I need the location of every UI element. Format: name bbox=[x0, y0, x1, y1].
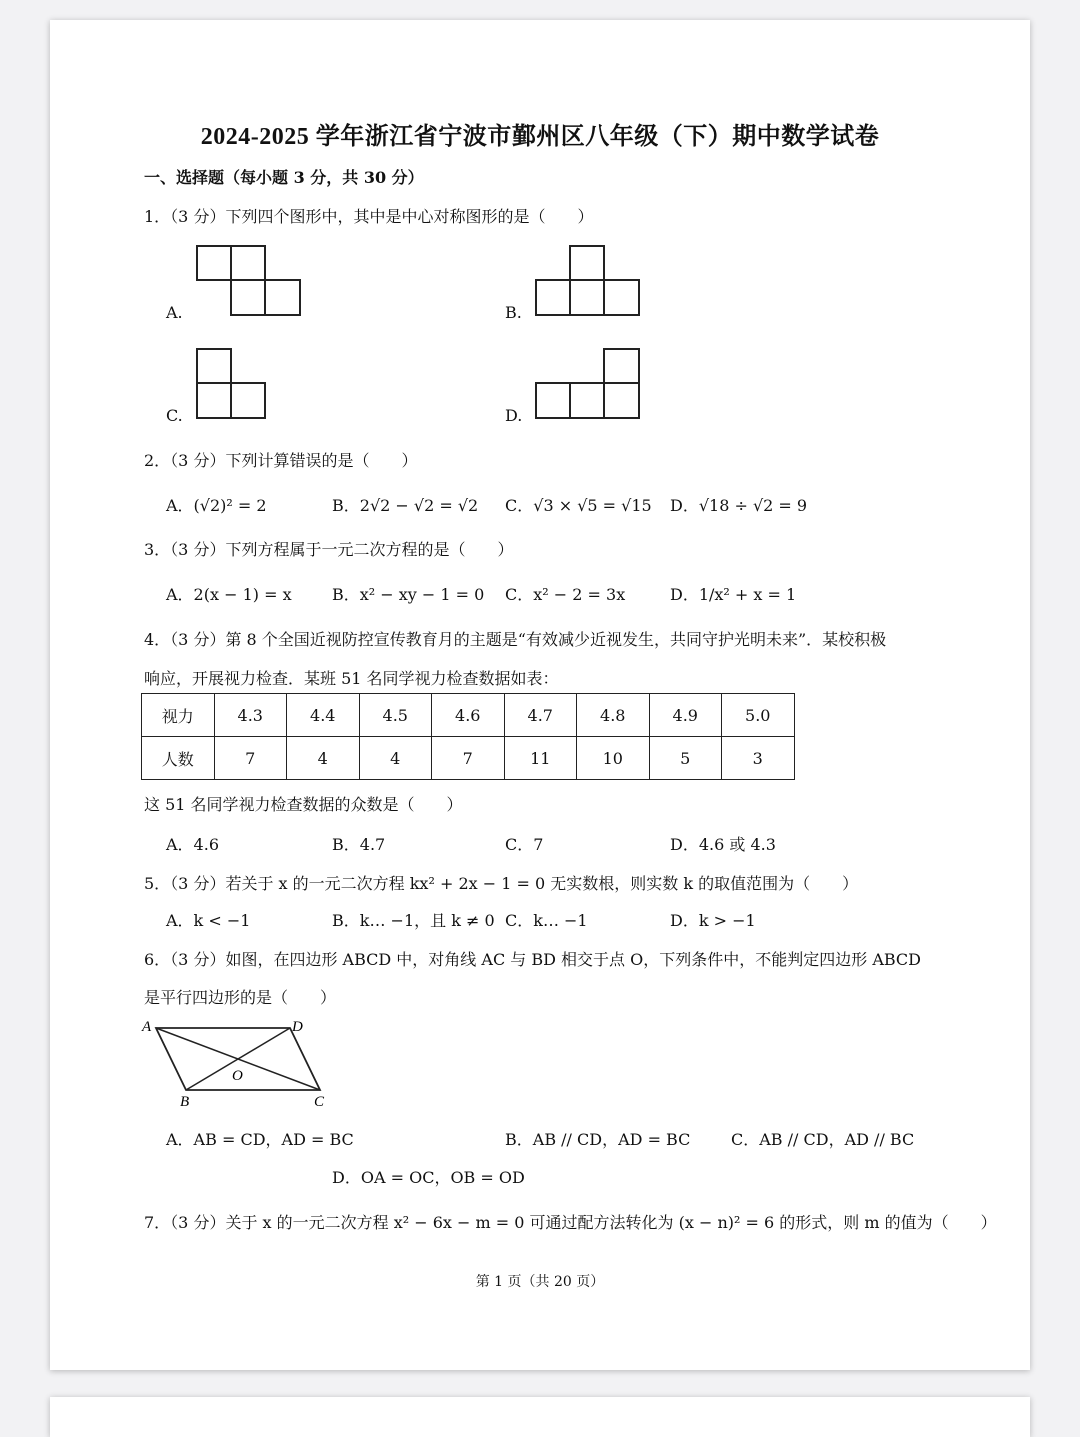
q6-option-c: C．AB // CD，AD // BC bbox=[731, 1130, 915, 1149]
vertex-label-b: B bbox=[180, 1094, 190, 1110]
page-footer: 第 1 页（共 20 页） bbox=[475, 1274, 605, 1290]
q1-option-a-label: A. bbox=[166, 303, 183, 322]
table-cell: 11 bbox=[504, 737, 577, 780]
vertex-label-a: A bbox=[142, 1019, 152, 1035]
table-cell: 7 bbox=[214, 737, 287, 780]
question-2-stem: 2．（3 分）下列计算错误的是（ ） bbox=[144, 451, 418, 470]
question-7-stem: 7．（3 分）关于 x 的一元二次方程 x² − 6x − m = 0 可通过配方法转化为 (x − n)² = 6 的形式，则 m 的值为（ ） bbox=[144, 1213, 997, 1232]
table-cell: 3 bbox=[722, 737, 795, 780]
table-cell: 4.3 bbox=[214, 694, 287, 737]
q6-option-a: A．AB = CD，AD = BC bbox=[166, 1130, 354, 1149]
q1-option-a-figure bbox=[196, 245, 302, 317]
vision-data-table bbox=[141, 693, 795, 780]
q1-option-b-figure bbox=[535, 245, 641, 317]
table-cell: 4.9 bbox=[649, 694, 722, 737]
q5-option-a: A．k < −1 bbox=[166, 911, 251, 930]
q1-option-d-label: D. bbox=[505, 406, 523, 425]
table-cell: 4.4 bbox=[287, 694, 360, 737]
q1-option-b-label: B. bbox=[505, 303, 522, 322]
q4-option-c: C．7 bbox=[505, 835, 544, 854]
table-cell: 4 bbox=[359, 737, 432, 780]
question-4-stem-line2: 响应，开展视力检查．某班 51 名同学视力检查数据如表： bbox=[144, 669, 559, 688]
table-row bbox=[142, 737, 795, 780]
q3-option-c: C．x² − 2 = 3x bbox=[505, 585, 626, 604]
next-page-edge bbox=[50, 1397, 1030, 1437]
q6-option-b: B．AB // CD，AD = BC bbox=[505, 1130, 691, 1149]
table-header-cell: 视力 bbox=[142, 694, 215, 737]
section-heading: 一、选择题（每小题 3 分，共 30 分） bbox=[144, 168, 424, 187]
q1-option-d-figure bbox=[535, 348, 641, 420]
q2-option-b: B．2√2 − √2 = √2 bbox=[332, 496, 479, 515]
q3-option-b: B．x² − xy − 1 = 0 bbox=[332, 585, 485, 604]
question-4-prompt: 这 51 名同学视力检查数据的众数是（ ） bbox=[144, 795, 463, 814]
table-cell: 4.6 bbox=[432, 694, 505, 737]
question-1-stem: 1．（3 分）下列四个图形中，其中是中心对称图形的是（ ） bbox=[144, 207, 594, 226]
table-cell: 4.7 bbox=[504, 694, 577, 737]
table-cell: 5.0 bbox=[722, 694, 795, 737]
table-row bbox=[142, 694, 795, 737]
q5-option-d: D．k > −1 bbox=[670, 911, 756, 930]
question-4-stem-line1: 4．（3 分）第 8 个全国近视防控宣传教育月的主题是“有效减少近视发生，共同守护光明未来”．某校积极 bbox=[144, 630, 887, 649]
question-6-stem-line2: 是平行四边形的是（ ） bbox=[144, 988, 337, 1007]
parallelogram-figure bbox=[140, 1018, 340, 1114]
q1-option-c-label: C. bbox=[166, 406, 183, 425]
question-6-stem-line1: 6．（3 分）如图，在四边形 ABCD 中，对角线 AC 与 BD 相交于点 O，下列条件中，不能判定四边形 ABCD bbox=[144, 950, 921, 969]
vertex-label-c: C bbox=[314, 1094, 325, 1110]
vertex-label-d: D bbox=[292, 1019, 303, 1035]
question-5-stem: 5．（3 分）若关于 x 的一元二次方程 kx² + 2x − 1 = 0 无实数根，则实数 k 的取值范围为（ ） bbox=[144, 874, 859, 893]
q4-option-a: A．4.6 bbox=[166, 835, 220, 854]
q2-option-d: D．√18 ÷ √2 = 9 bbox=[670, 496, 808, 515]
q3-option-a: A．2(x − 1) = x bbox=[166, 585, 292, 604]
q3-option-d: D．1/x² + x = 1 bbox=[670, 585, 797, 604]
intersection-label-o: O bbox=[232, 1068, 243, 1084]
table-cell: 4.5 bbox=[359, 694, 432, 737]
q4-option-d: D．4.6 或 4.3 bbox=[670, 835, 776, 854]
table-cell: 10 bbox=[577, 737, 650, 780]
q4-option-b: B．4.7 bbox=[332, 835, 386, 854]
exam-page bbox=[50, 20, 1030, 1370]
q2-option-c: C．√3 × √5 = √15 bbox=[505, 496, 652, 515]
q6-option-d: D．OA = OC，OB = OD bbox=[332, 1168, 525, 1187]
table-cell: 5 bbox=[649, 737, 722, 780]
table-cell: 7 bbox=[432, 737, 505, 780]
q1-option-c-figure bbox=[196, 348, 268, 420]
table-header-cell: 人数 bbox=[142, 737, 215, 780]
question-3-stem: 3．（3 分）下列方程属于一元二次方程的是（ ） bbox=[144, 540, 514, 559]
page-title: 2024-2025 学年浙江省宁波市鄞州区八年级（下）期中数学试卷 bbox=[200, 124, 880, 150]
q5-option-b: B．k… −1，且 k ≠ 0 bbox=[332, 911, 495, 930]
table-cell: 4.8 bbox=[577, 694, 650, 737]
table-cell: 4 bbox=[287, 737, 360, 780]
q5-option-c: C．k… −1 bbox=[505, 911, 588, 930]
q2-option-a: A．(√2)² = 2 bbox=[166, 496, 267, 515]
